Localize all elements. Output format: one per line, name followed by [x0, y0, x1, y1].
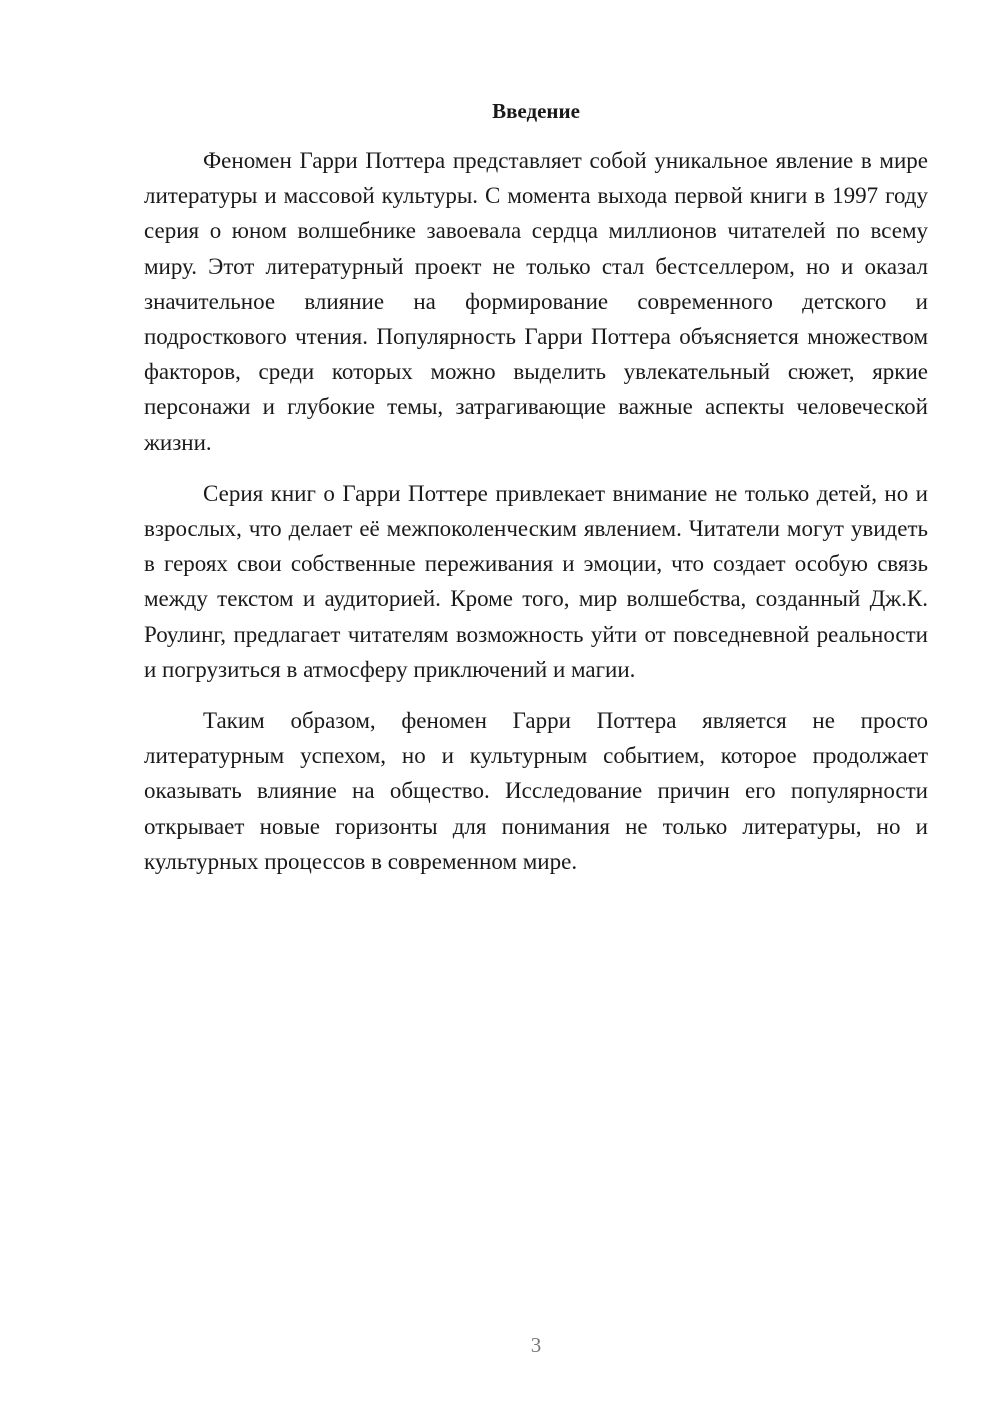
paragraph-1: Феномен Гарри Поттера представляет собой уникальное явление в мире литературы и массовой культуры. С момента выхода первой книги в 1997 году серия о юном волшебнике завоевала сердца миллионов читателей по всему миру. Этот литературный проект не только стал бестселлером, но и оказал значительное влияние на формирование современного детского и подросткового чтения. Популярность Гарри Поттера объясняется множеством факторов, среди которых можно выделить увлекательный сюжет, яркие персонажи и глубокие темы, затрагивающие важные аспекты человеческой жизни. [144, 148, 928, 455]
page-number: 3 [530, 1333, 542, 1357]
section-title: Введение [492, 99, 580, 123]
document-body [144, 95, 928, 895]
paragraph-2: Серия книг о Гарри Поттере привлекает внимание не только детей, но и взрослых, что делает её межпоколенческим явлением. Читатели могут увидеть в героях свои собственные переживания и эмоции, что создает особую связь между текстом и аудиторией. Кроме того, мир волшебства, созданный Дж.К. Роулинг, предлагает читателям возможность уйти от повседневной реальности и погрузиться в атмосферу приключений и магии. [144, 480, 928, 682]
paragraph-3: Таким образом, феномен Гарри Поттера является не просто литературным успехом, но и культурным событием, которое продолжает оказывать влияние на общество. Исследование причин его популярности открывает новые горизонты для понимания не только литературы, но и культурных процессов в современном мире. [144, 708, 928, 874]
